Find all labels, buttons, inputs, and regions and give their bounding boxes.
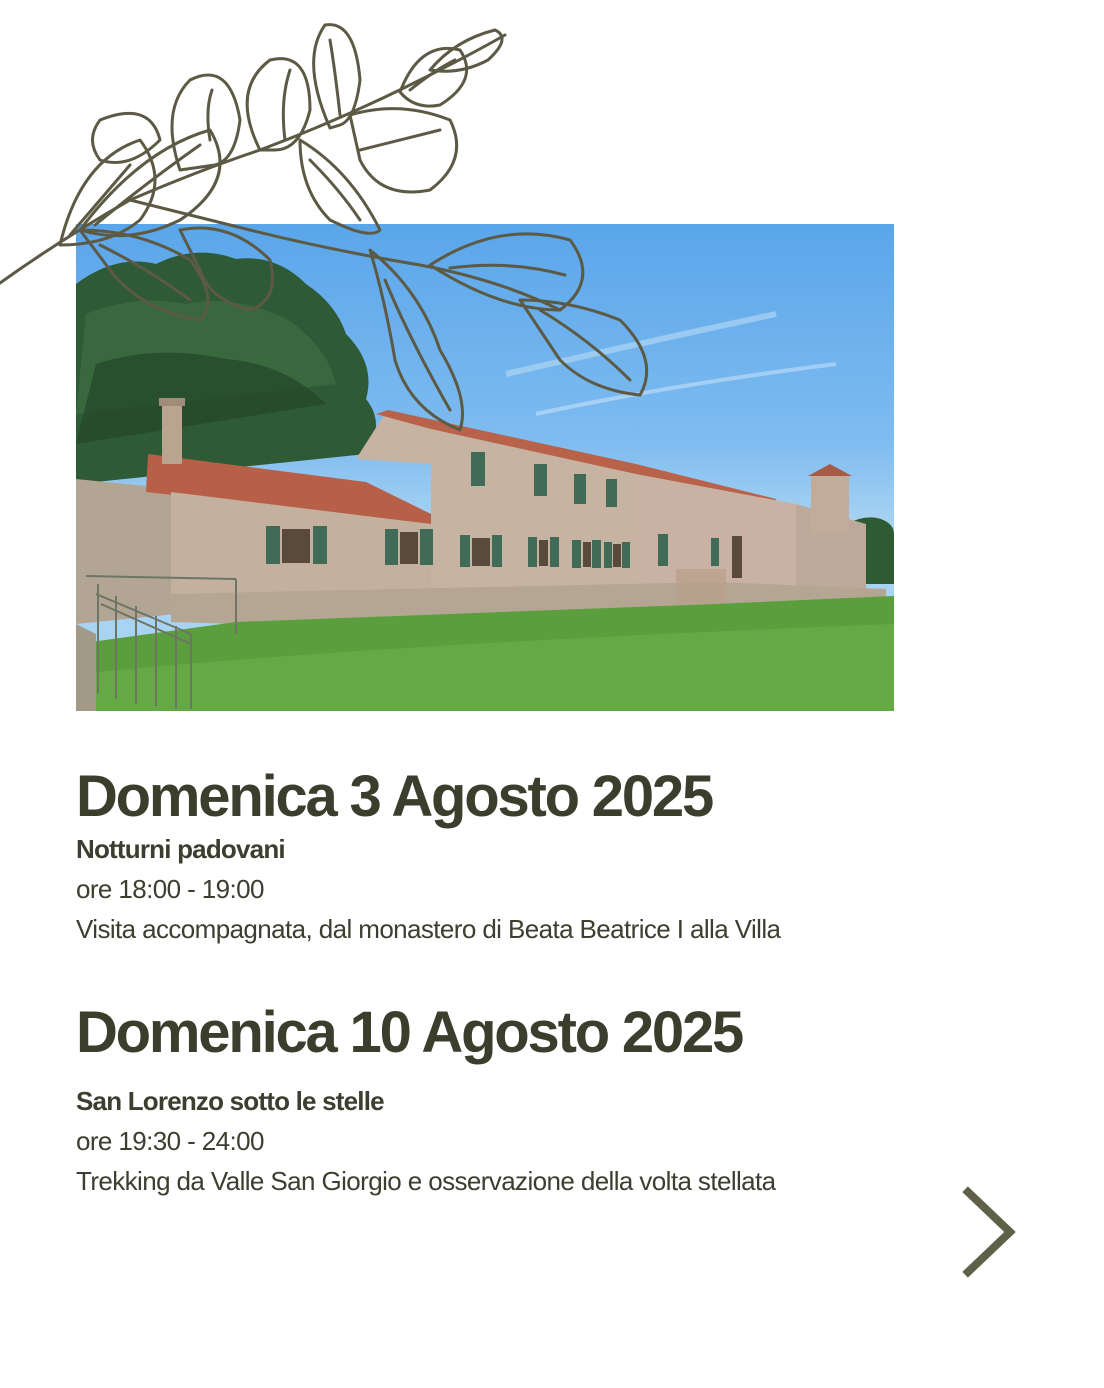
event-2: [76, 1000, 976, 1196]
event-date: Domenica 10 Agosto 2025: [76, 1000, 743, 1065]
event-time: ore 19:30 - 24:00: [76, 1126, 264, 1156]
leaf-branch-icon: [0, 0, 700, 440]
chevron-right-icon: [958, 1186, 1022, 1278]
event-name: San Lorenzo sotto le stelle: [76, 1086, 384, 1116]
event-1: [76, 764, 976, 944]
event-name: Notturni padovani: [76, 834, 285, 864]
next-button[interactable]: [958, 1186, 1022, 1278]
event-description: Visita accompagnata, dal monastero di Beata Beatrice I alla Villa: [76, 914, 781, 944]
event-description: Trekking da Valle San Giorgio e osservazione della volta stellata: [76, 1166, 776, 1196]
event-date: Domenica 3 Agosto 2025: [76, 764, 713, 829]
event-time: ore 18:00 - 19:00: [76, 874, 264, 904]
